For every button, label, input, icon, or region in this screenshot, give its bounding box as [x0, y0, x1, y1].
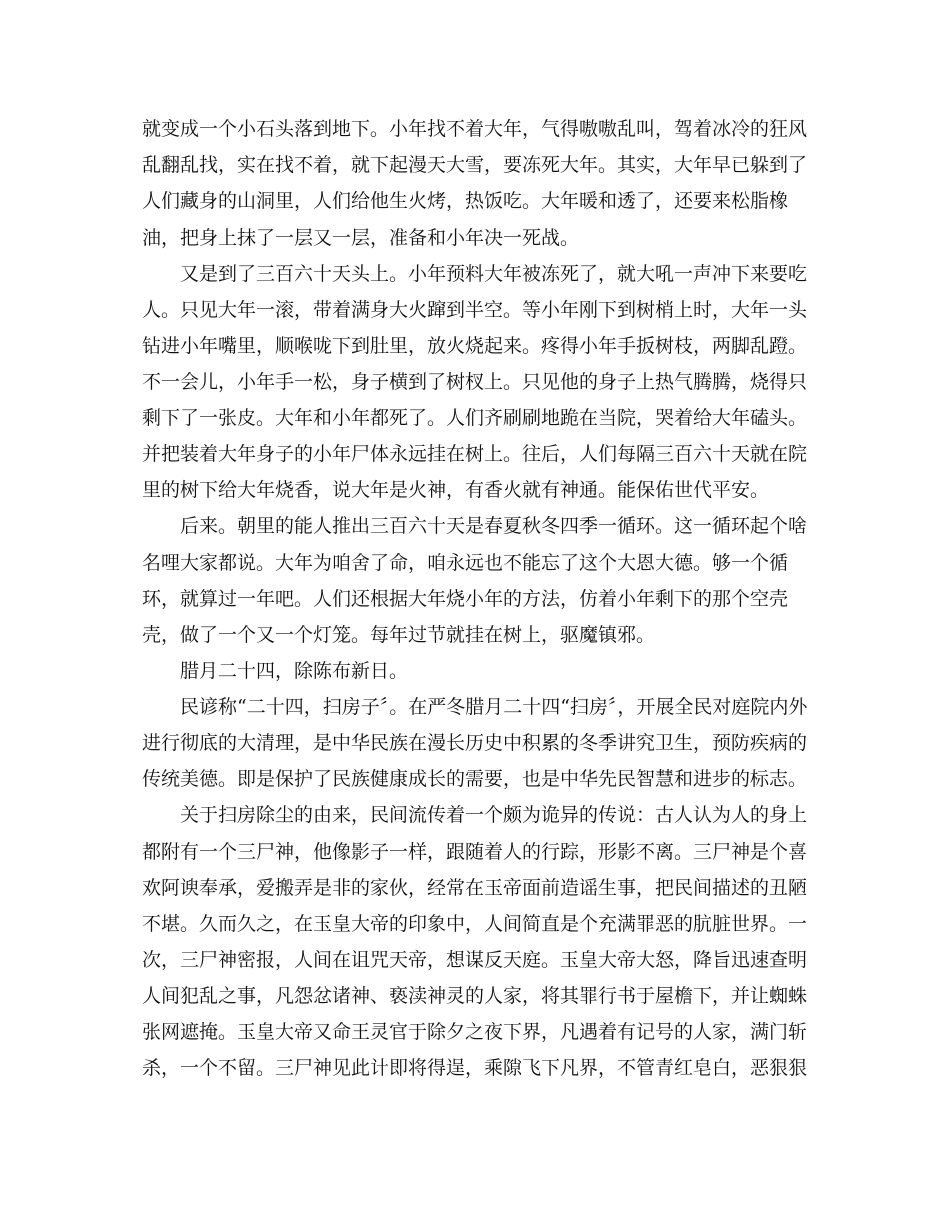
text-line: 并把装着大年身子的小年尸体永远挂在树上。往后，人们每隔三百六十天就在院	[142, 443, 808, 465]
text-line: 剩下了一张皮。大年和小年都死了。人们齐刷刷地跪在当院，哭着给大年磕头。	[142, 407, 808, 429]
text-line: 杀，一个不留。三尸神见此计即将得逞，乘隙飞下凡界，不管青红皂白，恶狠狠	[142, 1057, 808, 1079]
text-line: 人们藏身的山洞里，人们给他生火烤，热饭吃。大年暖和透了，还要来松脂橡	[142, 190, 789, 212]
text-line: 乱翻乱找，实在找不着，就下起漫天大雪，要冻死大年。其实，大年早已躲到了	[142, 154, 808, 176]
text-line: 环，就算过一年吧。人们还根据大年烧小年的方法，仿着小年剩下的那个空壳	[142, 588, 789, 610]
text-line: 张网遮掩。玉皇大帝又命王灵官于除夕之夜下界，凡遇着有记号的人家，满门斩	[142, 1021, 808, 1043]
paragraph-start-line: 后来。朝里的能人推出三百六十天是春夏秋冬四季一循环。这一循环起个啥	[180, 515, 808, 537]
paragraph-start-line: 民谚称“二十四，扫房子〞。在严冬腊月二十四“扫房〞，开展全民对庭院内外	[180, 696, 808, 718]
text-line: 人间犯乱之事，凡怨忿诸神、亵渎神灵的人家，将其罪行书于屋檐下，并让蜘蛛	[142, 985, 808, 1007]
text-line: 传统美德。即是保护了民族健康成长的需要，也是中华先民智慧和进步的标志。	[142, 768, 808, 790]
text-line: 壳，做了一个又一个灯笼。每年过节就挂在树上，驱魔镇邪。	[142, 624, 656, 646]
text-line: 次，三尸神密报，人间在诅咒天帝，想谋反天庭。玉皇大帝大怒，降旨迅速查明	[142, 949, 808, 971]
text-line: 进行彻底的大清理，是中华民族在漫长历史中积累的冬季讲究卫生，预防疾病的	[142, 732, 808, 754]
text-line: 不一会儿，小年手一松，身子横到了树杈上。只见他的身子上热气腾腾，烧得只	[142, 371, 808, 393]
text-line: 都附有一个三尸神，他像影子一样，跟随着人的行踪，形影不离。三尸神是个喜	[142, 841, 808, 863]
text-line: 里的树下给大年烧香，说大年是火神，有香火就有神通。能保佑世代平安。	[142, 479, 770, 501]
section-heading-line: 腊月二十四，除陈布新日。	[180, 660, 409, 682]
paragraph-start-line: 又是到了三百六十天头上。小年预料大年被冻死了，就大吼一声冲下来要吃	[180, 263, 808, 285]
text-line: 就变成一个小石头落到地下。小年找不着大年，气得嗷嗷乱叫，驾着冰冷的狂风	[142, 118, 808, 140]
paragraph-start-line: 关于扫房除尘的由来，民间流传着一个颇为诡异的传说：古人认为人的身上	[180, 804, 808, 826]
text-line: 钻进小年嘴里，顺喉咙下到肚里，放火烧起来。疼得小年手扳树枝，两脚乱蹬。	[142, 335, 808, 357]
text-line: 油，把身上抹了一层又一层，准备和小年决一死战。	[142, 227, 580, 249]
text-line: 欢阿谀奉承，爱搬弄是非的家伙，经常在玉帝面前造谣生事，把民间描述的丑陋	[142, 877, 808, 899]
text-line: 不堪。久而久之，在玉皇大帝的印象中，人间简直是个充满罪恶的肮脏世界。一	[142, 913, 808, 935]
text-line: 名哩大家都说。大年为咱舍了命，咱永远也不能忘了这个大恩大德。够一个循	[142, 552, 789, 574]
text-line: 人。只见大年一滚，带着满身大火蹿到半空。等小年刚下到树梢上时，大年一头	[142, 299, 808, 321]
